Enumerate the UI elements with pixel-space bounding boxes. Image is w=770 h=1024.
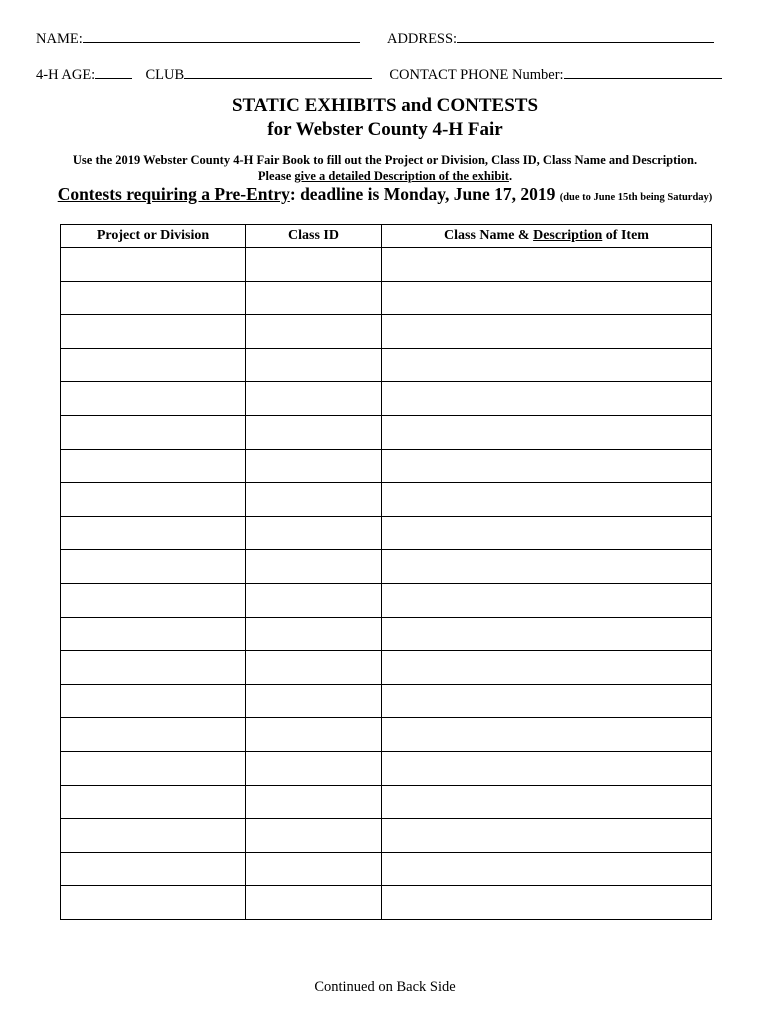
instructions-line-1: Use the 2019 Webster County 4-H Fair Book to fill out the Project or Division, Class ID, Class Name and Description.	[72, 153, 698, 167]
cell-class-name-description[interactable]	[382, 785, 712, 819]
cell-class-name-description[interactable]	[382, 886, 712, 920]
cell-project-or-division[interactable]	[61, 583, 246, 617]
cell-class-name-description[interactable]	[382, 583, 712, 617]
deadline-heading: Contests requiring a Pre-Entry	[57, 184, 290, 204]
header-fields-row-2	[36, 65, 722, 84]
instructions-emphasis: give a detailed Description of the exhibit	[294, 169, 509, 183]
cell-class-id[interactable]	[246, 449, 382, 483]
cell-class-id[interactable]	[246, 819, 382, 853]
cell-project-or-division[interactable]	[61, 248, 246, 282]
phone-label: CONTACT PHONE Number:	[389, 67, 564, 83]
table-row	[61, 348, 712, 382]
cell-project-or-division[interactable]	[61, 516, 246, 550]
table-row	[61, 684, 712, 718]
table-row	[61, 516, 712, 550]
column-header-project: Project or Division	[61, 225, 246, 248]
instructions-line-2	[0, 169, 770, 184]
cell-class-name-description[interactable]	[382, 382, 712, 416]
deadline-date: : deadline is Monday, June 17, 2019	[289, 184, 556, 204]
cell-class-name-description[interactable]	[382, 852, 712, 886]
address-field[interactable]	[457, 29, 714, 43]
cell-project-or-division[interactable]	[61, 315, 246, 349]
column-header-class-name	[382, 225, 712, 248]
col3-prefix: Class Name &	[444, 228, 534, 243]
table-row	[61, 483, 712, 517]
cell-class-name-description[interactable]	[382, 415, 712, 449]
cell-project-or-division[interactable]	[61, 617, 246, 651]
table-row	[61, 819, 712, 853]
cell-class-name-description[interactable]	[382, 617, 712, 651]
cell-class-id[interactable]	[246, 516, 382, 550]
cell-class-id[interactable]	[246, 684, 382, 718]
cell-class-id[interactable]	[246, 751, 382, 785]
cell-class-name-description[interactable]	[382, 248, 712, 282]
age-field[interactable]	[95, 65, 132, 79]
table-row	[61, 651, 712, 685]
cell-class-name-description[interactable]	[382, 281, 712, 315]
table-row	[61, 617, 712, 651]
table-row	[61, 281, 712, 315]
cell-class-id[interactable]	[246, 483, 382, 517]
cell-class-name-description[interactable]	[382, 751, 712, 785]
table-row	[61, 248, 712, 282]
cell-class-id[interactable]	[246, 651, 382, 685]
col3-suffix: of Item	[602, 228, 649, 243]
table-body	[61, 248, 712, 920]
cell-class-id[interactable]	[246, 785, 382, 819]
table-row	[61, 449, 712, 483]
cell-class-name-description[interactable]	[382, 651, 712, 685]
page-subtitle: for Webster County 4-H Fair	[267, 119, 503, 140]
cell-class-id[interactable]	[246, 348, 382, 382]
table-header-row	[61, 225, 712, 248]
cell-project-or-division[interactable]	[61, 684, 246, 718]
entries-table	[60, 224, 712, 920]
cell-project-or-division[interactable]	[61, 281, 246, 315]
cell-class-name-description[interactable]	[382, 819, 712, 853]
column-header-class-id: Class ID	[246, 225, 382, 248]
cell-class-id[interactable]	[246, 248, 382, 282]
instructions-prefix: Please	[257, 169, 295, 183]
table-row	[61, 315, 712, 349]
cell-project-or-division[interactable]	[61, 852, 246, 886]
cell-project-or-division[interactable]	[61, 785, 246, 819]
cell-project-or-division[interactable]	[61, 819, 246, 853]
cell-project-or-division[interactable]	[61, 751, 246, 785]
cell-class-id[interactable]	[246, 852, 382, 886]
cell-project-or-division[interactable]	[61, 718, 246, 752]
table-row	[61, 718, 712, 752]
cell-class-id[interactable]	[246, 617, 382, 651]
cell-class-name-description[interactable]	[382, 516, 712, 550]
table-row	[61, 550, 712, 584]
instructions-suffix: .	[508, 169, 513, 183]
cell-class-id[interactable]	[246, 315, 382, 349]
footer-note: Continued on Back Side	[314, 979, 456, 995]
club-field[interactable]	[184, 65, 372, 79]
deadline-notice	[0, 184, 770, 205]
cell-project-or-division[interactable]	[61, 382, 246, 416]
cell-class-id[interactable]	[246, 583, 382, 617]
cell-project-or-division[interactable]	[61, 348, 246, 382]
table-row	[61, 415, 712, 449]
age-label: 4-H AGE:	[36, 67, 96, 83]
cell-class-name-description[interactable]	[382, 684, 712, 718]
col3-underlined: Description	[533, 228, 603, 243]
cell-class-id[interactable]	[246, 718, 382, 752]
cell-class-id[interactable]	[246, 886, 382, 920]
cell-class-name-description[interactable]	[382, 550, 712, 584]
cell-project-or-division[interactable]	[61, 651, 246, 685]
table-row	[61, 382, 712, 416]
cell-project-or-division[interactable]	[61, 550, 246, 584]
table-row	[61, 852, 712, 886]
table-row	[61, 583, 712, 617]
cell-class-id[interactable]	[246, 281, 382, 315]
cell-class-name-description[interactable]	[382, 449, 712, 483]
cell-project-or-division[interactable]	[61, 483, 246, 517]
name-field[interactable]	[83, 29, 360, 43]
cell-class-name-description[interactable]	[382, 315, 712, 349]
deadline-note: (due to June 15th being Saturday)	[559, 192, 713, 203]
cell-class-name-description[interactable]	[382, 718, 712, 752]
phone-field[interactable]	[564, 65, 722, 79]
cell-project-or-division[interactable]	[61, 415, 246, 449]
address-label: ADDRESS:	[386, 31, 458, 47]
table-row	[61, 751, 712, 785]
cell-class-id[interactable]	[246, 550, 382, 584]
club-label: CLUB	[145, 67, 185, 83]
name-label: NAME:	[36, 31, 83, 47]
cell-project-or-division[interactable]	[61, 449, 246, 483]
cell-class-id[interactable]	[246, 415, 382, 449]
cell-project-or-division[interactable]	[61, 886, 246, 920]
table-row	[61, 785, 712, 819]
cell-class-name-description[interactable]	[382, 483, 712, 517]
table-row	[61, 886, 712, 920]
cell-class-id[interactable]	[246, 382, 382, 416]
cell-class-name-description[interactable]	[382, 348, 712, 382]
page-title: STATIC EXHIBITS and CONTESTS	[231, 95, 539, 116]
header-fields-row-1	[36, 29, 714, 48]
